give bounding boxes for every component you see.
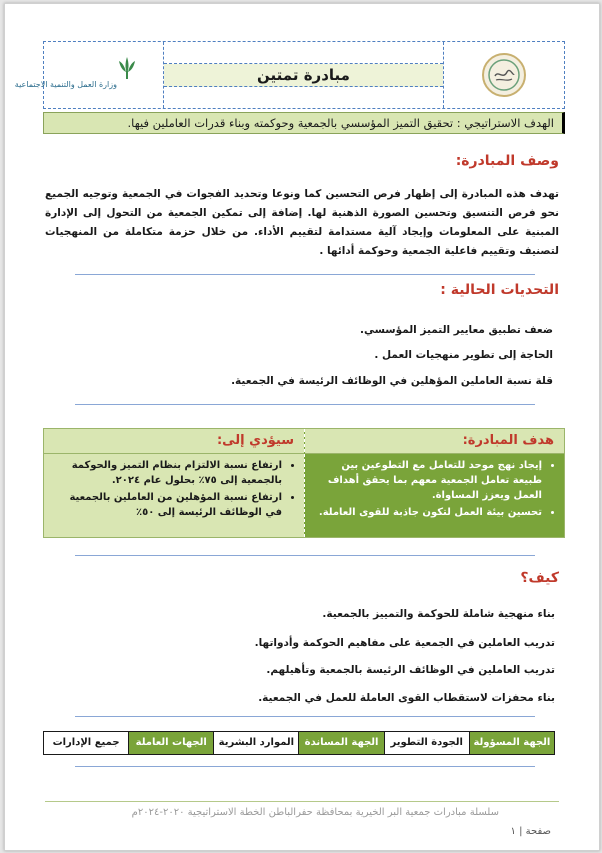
challenges-heading: التحديات الحالية :	[440, 282, 559, 298]
responsibility-table	[43, 731, 555, 755]
association-logo	[444, 42, 564, 108]
challenge-item: الحاجة إلى تطوير منهجيات العمل .	[374, 349, 553, 361]
divider	[75, 555, 535, 556]
objective-outcome-table	[43, 428, 565, 538]
challenge-item: ضعف تطبيق معايير التميز المؤسسي.	[359, 324, 553, 336]
how-item: تدريب العاملين في الجمعية على مفاهيم الحوكمة وأدواتها.	[254, 637, 555, 649]
ministry-logo-icon	[14, 51, 141, 99]
title-cell	[164, 64, 443, 86]
description-heading: وصف المبادرة:	[455, 153, 559, 169]
ministry-logo	[14, 42, 164, 108]
outcome-heading: سيؤدي إلى:	[44, 429, 304, 454]
page-title: مبادرة تمتين	[257, 65, 350, 84]
responsibility-cell: الجهة المسؤولة	[469, 732, 554, 754]
challenge-item: قلة نسبة العاملين المؤهلين في الوظائف الرئيسة في الجمعية.	[231, 375, 553, 387]
footer-text: سلسلة مبادرات جمعية البر الخيرية بمحافظة حفرالباطن الخطة الاستراتيجية ٢٠٢٠-٢٠٢٤م	[131, 807, 499, 818]
objective-heading: هدف المبادرة:	[305, 429, 564, 454]
responsibility-cell: جميع الإدارات	[44, 732, 128, 754]
description-text: تهدف هذه المبادرة إلى إظهار فرص التحسين كما ونوعا وتحديد الفجوات في الجمعية وتوجيه الجميع نحو فرص التنسيق وتحسين الصورة الذهنية لها. إضافة إلى تمكين الجمعية من التحول إلى الإدارة المبنية على المعلومات وإيجاد آلية مستدامة لتقييم الأداء. من خلال حزمة متكاملة من المنهجيات لتصنيف وتقييم فاعلية الجمعية وحوكمة أدائها .	[45, 188, 559, 257]
header-table	[14, 41, 565, 109]
responsibility-cell: الجهات العاملة	[128, 732, 213, 754]
objective-item: • تحسين بيئة العمل لتكون جاذبة للقوى العاملة.	[313, 505, 542, 520]
how-item: تدريب العاملين في الوظائف الرئيسة بالجمعية وتأهيلهم.	[266, 664, 555, 676]
responsibility-cell: الجهة المساندة	[298, 732, 383, 754]
responsibility-cell: الموارد البشرية	[213, 732, 298, 754]
how-item: بناء محفزات لاستقطاب القوى العاملة للعمل في الجمعية.	[258, 692, 555, 704]
divider	[75, 404, 535, 405]
how-heading: كيف؟	[520, 570, 559, 586]
outcome-item: • ارتفاع نسبة الالتزام بنظام التميز والحوكمة بالجمعية إلى ٧٥٪ بحلول عام ٢٠٢٤.	[52, 458, 282, 488]
footer-divider	[45, 801, 559, 802]
page-number: صفحة | ١	[510, 826, 551, 837]
objective-column	[304, 429, 564, 537]
header-middle	[164, 42, 444, 108]
objective-list	[305, 458, 564, 520]
outcome-column	[44, 429, 304, 537]
divider	[75, 716, 535, 717]
divider	[75, 274, 535, 275]
strategic-goal: الهدف الاستراتيجي : تحقيق التميز المؤسسي بالجمعية وحوكمته وبناء قدرات العاملين فيها.	[43, 112, 565, 134]
objective-item: • إيجاد نهج موحد للتعامل مع التطوعين بين طبيعة تعامل الجمعية معهم بما يحقق أهداف العمل ويعزز المساواة.	[313, 458, 542, 503]
outcome-item: • ارتفاع نسبة المؤهلين من العاملين بالجمعية في الوظائف الرئيسة إلى ٥٠٪	[52, 490, 282, 520]
outcome-list	[44, 458, 304, 520]
divider	[75, 766, 535, 767]
association-seal-icon	[481, 52, 527, 98]
document-page	[4, 3, 600, 851]
responsibility-cell: الجودة التطوير	[384, 732, 469, 754]
how-item: بناء منهجية شاملة للحوكمة والتمييز بالجمعية.	[322, 608, 555, 620]
ministry-logo-text: وزارة العمل والتنمية الاجتماعية	[14, 80, 117, 89]
